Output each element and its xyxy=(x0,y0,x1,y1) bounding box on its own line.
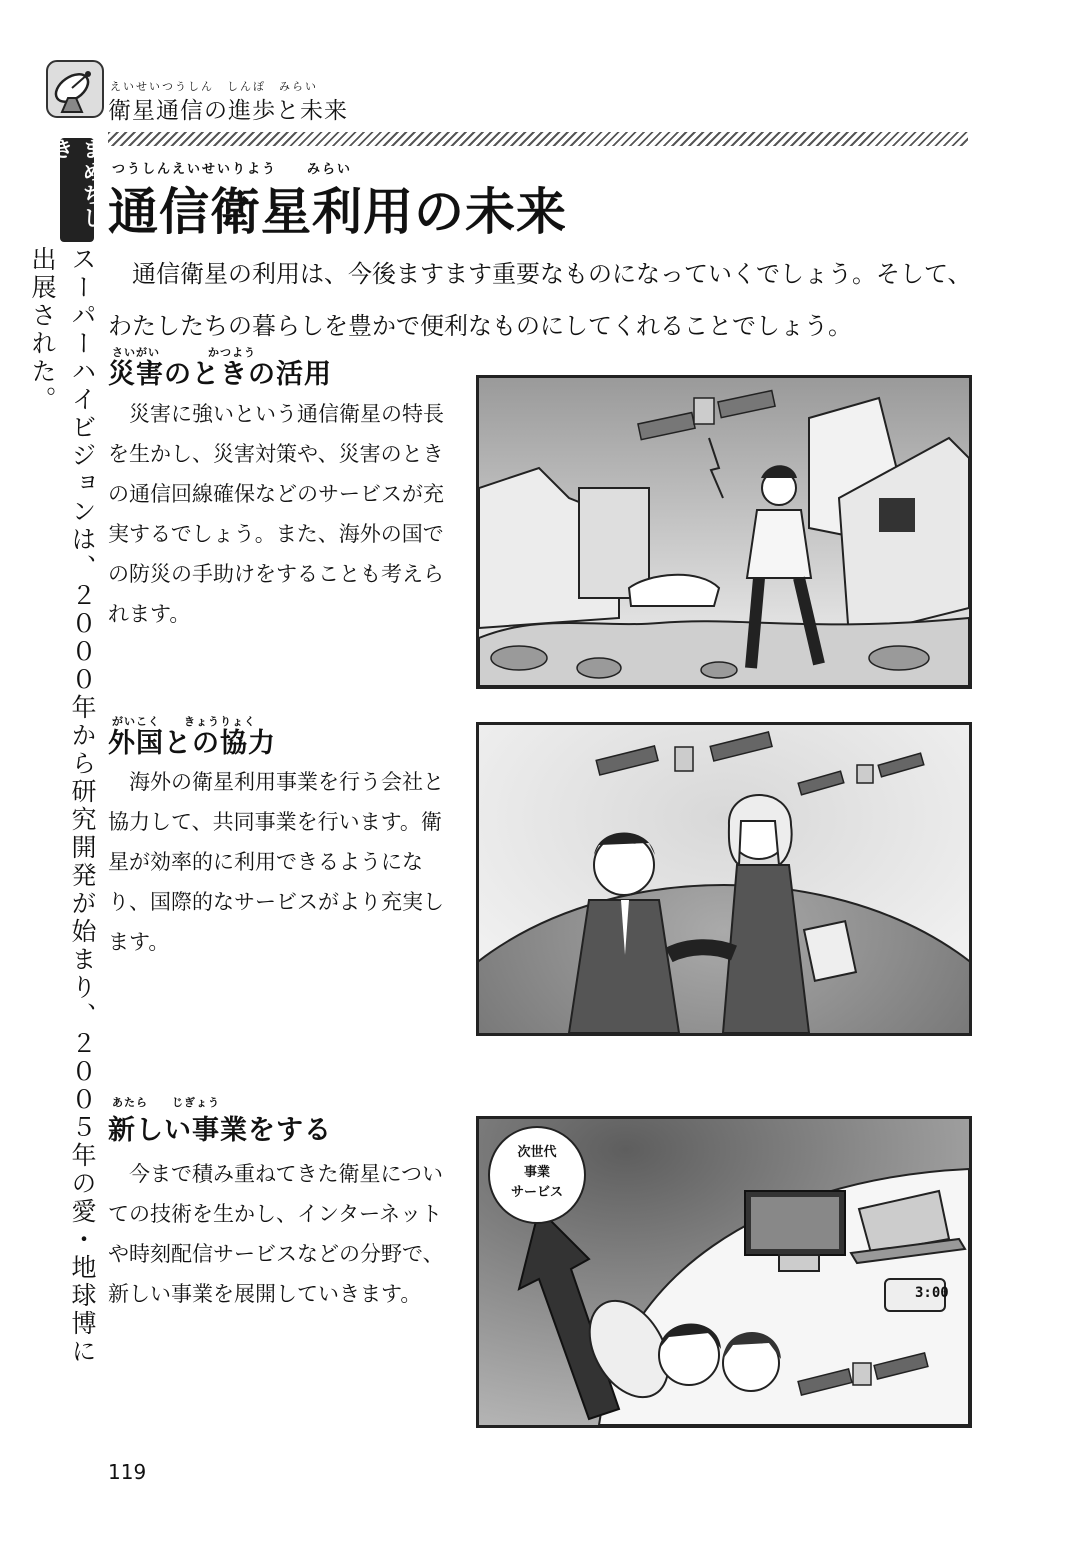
page-title: 通信衛星利用の未来 xyxy=(108,183,567,241)
section-body-disaster: 災害に強いという通信衛星の特長を生かし、災害対策や、災害のときの通信回線確保などのサービスが充実するでしょう。また、海外の国での防災の手助けをすることも考えられます。 xyxy=(108,402,444,626)
section-heading-disaster: 災害のときの活用 xyxy=(108,359,332,390)
illustration-disaster-scene xyxy=(476,375,972,689)
page-number: 119 xyxy=(108,1460,147,1484)
section-heading-ruby: あたら じぎょう xyxy=(112,1096,220,1109)
section-heading-new-business: 新しい事業をする xyxy=(108,1115,332,1146)
illustration-handshake-earth xyxy=(476,722,972,1036)
section-heading-cooperation: 外国との協力 xyxy=(108,728,276,759)
section-body-new-business: 今まで積み重ねてきた衛星についての技術を生かし、インターネットや時刻配信サービスなどの分野で、新しい事業を展開していきます。 xyxy=(108,1162,444,1306)
header-title-ruby: えいせいつうしん しんぽ みらい xyxy=(110,80,318,93)
mamechishiki-tab: まめちしき xyxy=(60,138,94,242)
intro-paragraph: 通信衛星の利用は、今後ますます重要なものになっていくでしょう。そして、わたしたちの暮らしを豊かで便利なものにしてくれることでしょう。 xyxy=(108,260,972,340)
header-title: 衛星通信の進歩と未来 xyxy=(108,98,348,124)
clock-display: 3:00 xyxy=(915,1285,949,1301)
section-heading-ruby: さいがい かつよう xyxy=(112,346,256,359)
next-gen-label: 次世代 事業 サービス xyxy=(510,1145,563,1200)
illustration-next-gen-services xyxy=(476,1116,972,1428)
main-title-ruby: つうしんえいせいりよう みらい xyxy=(112,162,353,177)
section-heading-ruby: がいこく きょうりょく xyxy=(112,715,256,728)
header-hatched-rule xyxy=(108,132,968,146)
satellite-dish-icon xyxy=(44,58,106,120)
section-body-cooperation: 海外の衛星利用事業を行う会社と協力して、共同事業を行います。衛星が効率的に利用できるようになり、国際的なサービスがより充実します。 xyxy=(108,770,444,954)
side-note-vertical: スーパーハイビジョンは、２０００年から研究開発が始まり、２００５年の愛・地球博に出展された。 xyxy=(28,246,97,1366)
